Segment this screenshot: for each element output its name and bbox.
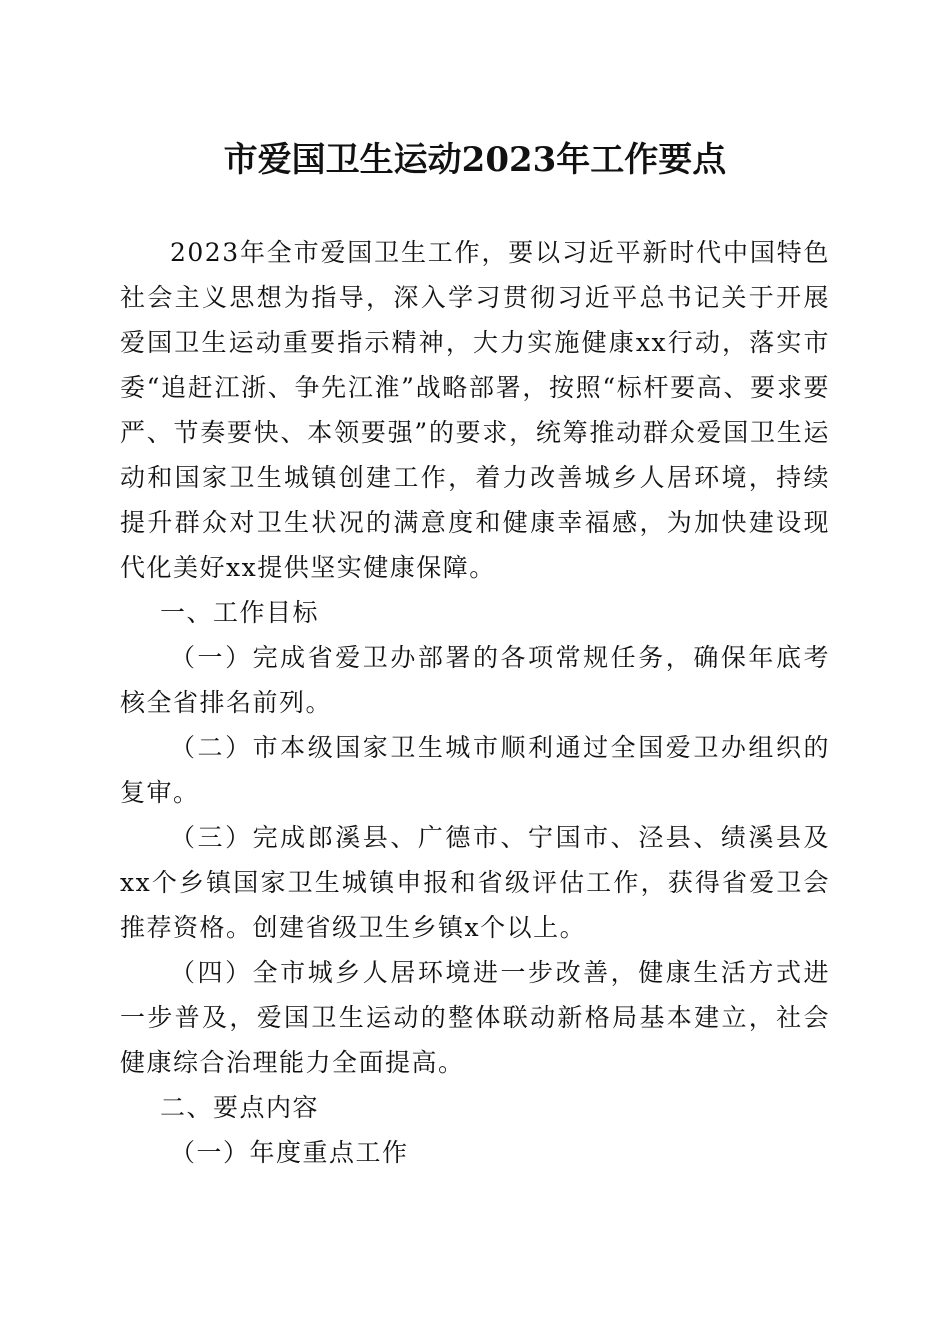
goal-item-1: （一）完成省爱卫办部署的各项常规任务，确保年底考核全省排名前列。 (120, 643, 830, 717)
document-body (120, 230, 830, 1175)
goal-item-4: （四）全市城乡人居环境进一步改善，健康生活方式进一步普及，爱国卫生运动的整体联动新格局基本建立，社会健康综合治理能力全面提高。 (120, 958, 830, 1077)
goal-item-2: （二）市本级国家卫生城市顺利通过全国爱卫办组织的复审。 (120, 733, 830, 807)
section-heading-goals: 一、工作目标 (160, 598, 320, 627)
intro-paragraph: 2023年全市爱国卫生工作，要以习近平新时代中国特色社会主义思想为指导，深入学习贯彻习近平总书记关于开展爱国卫生运动重要指示精神，大力实施健康xx行动，落实市委“追赶江浙、争先江淮”战略部署，按照“标杆要高、要求要严、节奏要快、本领要强”的要求，统筹推动群众爱国卫生运动和国家卫生城镇创建工作，着力改善城乡人居环境，持续提升群众对卫生状况的满意度和健康幸福感，为加快建设现代化美好xx提供坚实健康保障。 (120, 238, 830, 582)
document-title: 市爱国卫生运动2023年工作要点 (223, 140, 727, 180)
goal-item-3: （三）完成郎溪县、广德市、宁国市、泾县、绩溪县及xx个乡镇国家卫生城镇申报和省级评估工作，获得省爱卫会推荐资格。创建省级卫生乡镇x个以上。 (120, 823, 830, 942)
section-heading-content: 二、要点内容 (160, 1093, 320, 1122)
subsection-heading-key-work: （一）年度重点工作 (170, 1138, 409, 1167)
